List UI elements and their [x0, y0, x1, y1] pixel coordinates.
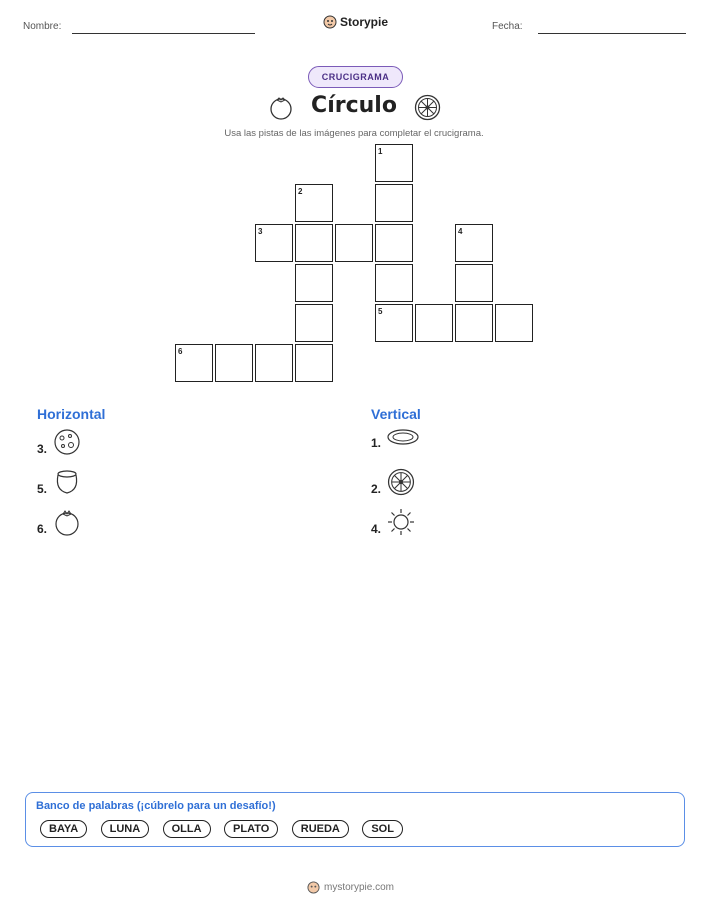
- vertical-heading: Vertical: [371, 406, 421, 422]
- grid-cell[interactable]: [375, 224, 413, 262]
- grid-cell[interactable]: [295, 344, 333, 382]
- clue-number: 3: [258, 227, 263, 236]
- grid-cell[interactable]: [455, 304, 493, 342]
- grid-cell[interactable]: [415, 304, 453, 342]
- grid-cell[interactable]: [295, 184, 333, 222]
- grid-cell[interactable]: [375, 304, 413, 342]
- clue-number: 6: [178, 347, 183, 356]
- storypie-mascot-icon: [323, 15, 337, 29]
- word-chip: RUEDA: [292, 820, 349, 838]
- word-chip: BAYA: [40, 820, 87, 838]
- berry-icon: [53, 508, 81, 536]
- grid-cell[interactable]: [455, 224, 493, 262]
- sun-icon: [387, 508, 415, 536]
- clue-number: 5: [378, 307, 383, 316]
- word-bank-list: [40, 819, 412, 838]
- grid-cell[interactable]: [295, 264, 333, 302]
- clue-vertical-2: [371, 468, 415, 496]
- instructions: Usa las pistas de las imágenes para completar el crucigrama.: [224, 128, 484, 139]
- grid-cell[interactable]: [295, 304, 333, 342]
- grid-cell[interactable]: [335, 224, 373, 262]
- horizontal-heading: Horizontal: [37, 406, 106, 422]
- footer-site[interactable]: mystorypie.com: [324, 882, 395, 893]
- storypie-mascot-icon: [307, 881, 320, 894]
- grid-cell[interactable]: [375, 184, 413, 222]
- name-line[interactable]: [72, 33, 255, 34]
- grid-cell[interactable]: [215, 344, 253, 382]
- date-label: Fecha:: [492, 21, 523, 32]
- grid-cell[interactable]: [175, 344, 213, 382]
- clue-number-label: 1.: [371, 436, 382, 450]
- word-bank-title: Banco de palabras (¡cúbrelo para un desafío!): [36, 800, 276, 812]
- plate-icon: [387, 428, 419, 450]
- grid-cell[interactable]: [255, 224, 293, 262]
- clue-vertical-1: [371, 428, 419, 450]
- clue-number-label: 6.: [37, 522, 48, 536]
- worksheet-tag: CRUCIGRAMA: [308, 66, 403, 88]
- page-title: Círculo: [311, 93, 397, 118]
- berry-icon: [268, 94, 294, 120]
- clue-number-label: 4.: [371, 522, 382, 536]
- word-bank: [25, 792, 685, 847]
- clue-number: 1: [378, 147, 383, 156]
- word-chip: LUNA: [101, 820, 150, 838]
- name-label: Nombre:: [23, 21, 62, 32]
- footer: [307, 881, 394, 894]
- clue-horizontal-6: [37, 508, 81, 536]
- date-line[interactable]: [538, 33, 686, 34]
- wheel-icon: [387, 468, 415, 496]
- grid-cell[interactable]: [375, 264, 413, 302]
- clue-number-label: 3.: [37, 442, 48, 456]
- grid-cell[interactable]: [295, 224, 333, 262]
- word-chip: OLLA: [163, 820, 211, 838]
- grid-cell[interactable]: [455, 264, 493, 302]
- clue-horizontal-5: [37, 468, 81, 496]
- word-chip: PLATO: [224, 820, 278, 838]
- grid-cell[interactable]: [375, 144, 413, 182]
- moon-icon: [53, 428, 81, 456]
- wheel-icon: [414, 94, 441, 121]
- pot-icon: [53, 468, 81, 496]
- clue-number-label: 2.: [371, 482, 382, 496]
- brand-logo: [323, 15, 388, 29]
- clue-horizontal-3: [37, 428, 81, 456]
- clue-vertical-4: [371, 508, 415, 536]
- word-chip: SOL: [362, 820, 403, 838]
- clue-number: 4: [458, 227, 463, 236]
- grid-cell[interactable]: [495, 304, 533, 342]
- clue-number: 2: [298, 187, 303, 196]
- clue-number-label: 5.: [37, 482, 48, 496]
- brand-name: Storypie: [340, 15, 389, 29]
- grid-cell[interactable]: [255, 344, 293, 382]
